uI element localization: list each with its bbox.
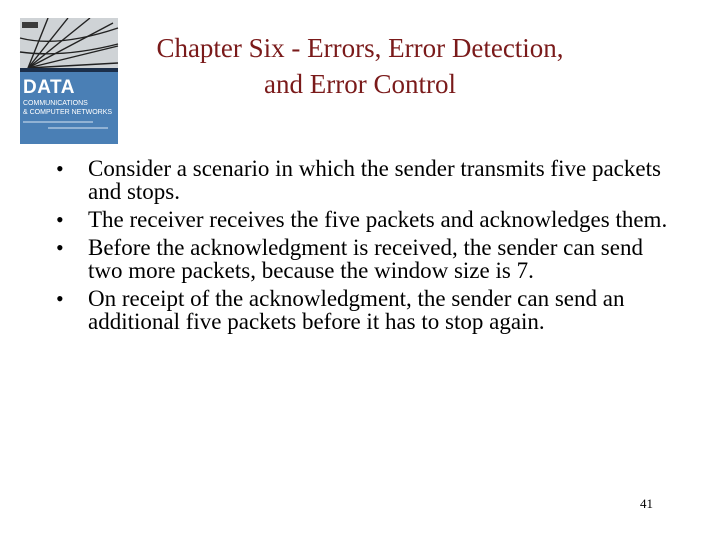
list-item	[56, 287, 676, 333]
svg-text:COMMUNICATIONS: COMMUNICATIONS	[23, 100, 88, 107]
slide-title	[118, 30, 602, 102]
title-line-1: Chapter Six - Errors, Error Detection,	[156, 33, 564, 63]
bullet-icon: •	[56, 286, 64, 311]
list-item	[56, 236, 676, 282]
list-item	[56, 208, 676, 231]
list-item	[56, 157, 676, 203]
bullet-text: On receipt of the acknowledgment, the sender can send an additional five packets before it has to stop again.	[88, 286, 625, 334]
page-number: 41	[640, 496, 653, 511]
bullet-list	[56, 157, 676, 338]
bullet-text: Consider a scenario in which the sender transmits five packets and stops.	[88, 156, 661, 204]
bullet-text: Before the acknowledgment is received, the sender can send two more packets, because the window size is 7.	[88, 235, 643, 283]
bullet-text: The receiver receives the five packets and acknowledges them.	[88, 207, 668, 232]
book-cover-image	[18, 18, 120, 144]
svg-text:& COMPUTER NETWORKS: & COMPUTER NETWORKS	[23, 109, 113, 116]
bullet-icon: •	[56, 207, 64, 232]
cover-title: DATA	[23, 77, 75, 98]
title-line-2: and Error Control	[264, 69, 456, 99]
bullet-icon: •	[56, 156, 64, 181]
bullet-icon: •	[56, 235, 64, 260]
